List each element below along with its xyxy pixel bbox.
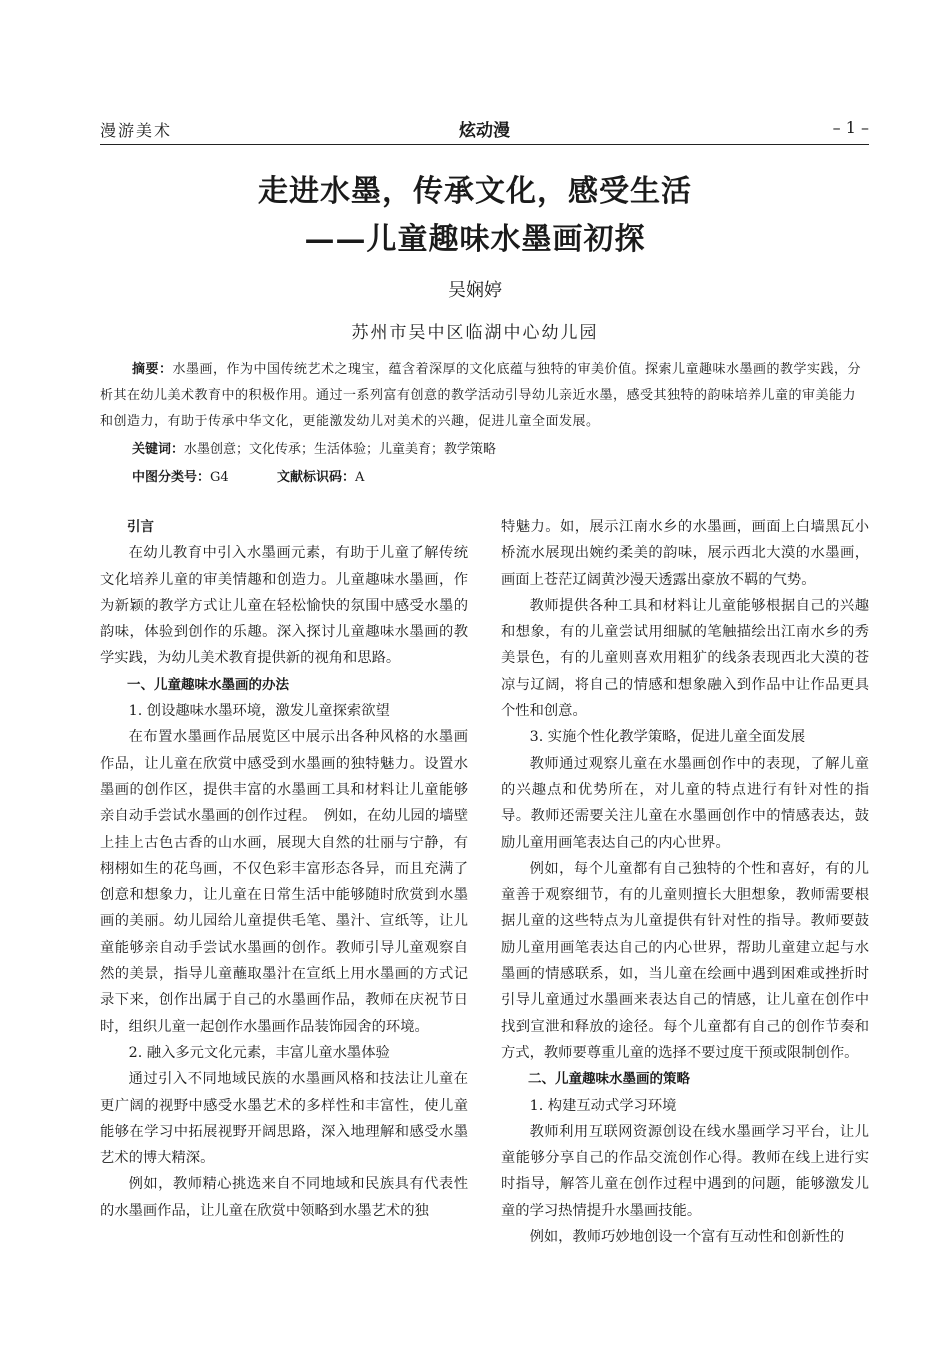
doc-code-value: A [354, 470, 365, 485]
keywords-label: 关键词： [132, 442, 185, 457]
paragraph: 教师利用互联网资源创设在线水墨画学习平台，让儿童能够分享自己的作品交流创作心得。教师在线上进行实时指导，解答儿童在创作过程中遇到的问题，能够激发儿童的学习热情提升水墨画技能。 [501, 1123, 869, 1219]
subsection-heading: 1. 构建互动式学习环境 [529, 1097, 677, 1114]
abstract-text: 水墨画，作为中国传统艺术之瑰宝，蕴含着深厚的文化底蕴与独特的审美价值。探索儿童趣味水墨画的教学实践，分析其在幼儿美术教育中的积极作用。通过一系列富有创意的教学活动引导幼儿亲近水墨，感受其独特的韵味培养儿童的审美能力和创造力，有助于传承中华文化，更能激发幼儿对美术的兴趣，促进儿童全面发展。 [100, 362, 862, 429]
doc-code-label: 文献标识码： [276, 470, 355, 485]
paragraph: 教师通过观察儿童在水墨画创作中的表现，了解儿童的兴趣点和优势所在，对儿童的特点进行有针对性的指导。教师还需要关注儿童在水墨画创作中的情感表达，鼓励儿童用画笔表达自己的内心世界。 [501, 755, 869, 851]
paragraph: 例如，每个儿童都有自己独特的个性和喜好，有的儿童善于观察细节，有的儿童则擅长大胆想象，教师需要根据儿童的这些特点为儿童提供有针对性的指导。教师要鼓励儿童用画笔表达自己的内心世界，帮助儿童建立起与水墨画的情感联系，如，当儿童在绘画中遇到困难或挫折时引导儿童通过水墨画来表达自己的情感，让儿童在创作中找到宣泄和释放的途径。每个儿童都有自己的创作节奏和方式，教师要尊重儿童的选择不要过度干预或限制创作。 [501, 860, 869, 1061]
subsection-heading: 2. 融入多元文化元素，丰富儿童水墨体验 [128, 1044, 390, 1061]
paragraph: 例如，教师精心挑选来自不同地域和民族具有代表性的水墨画作品，让儿童在欣赏中领略到水墨艺术的独 [100, 1176, 468, 1219]
author-name: 吴娴婷 [448, 280, 502, 301]
paragraph: 例如，教师巧妙地创设一个富有互动性和创新性的 [529, 1229, 845, 1246]
paragraph: 在幼儿教育中引入水墨画元素，有助于儿童了解传统文化培养儿童的审美情趣和创造力。儿童趣味水墨画，作为新颖的教学方式让儿童在轻松愉快的氛围中感受水墨的韵味，体验到创作的乐趣。深入探讨儿童趣味水墨画的教学实践，为幼儿美术教育提供新的视角和思路。 [100, 545, 468, 667]
keywords [100, 437, 869, 463]
journal-column-name: 炫动漫 [459, 121, 510, 141]
title-main: 走进水墨，传承文化，感受生活 [258, 174, 692, 209]
section-heading: 引言 [127, 519, 154, 535]
clc-label: 中图分类号： [132, 470, 211, 485]
abstract [100, 357, 869, 435]
journal-section-name: 漫游美术 [100, 121, 173, 140]
subsection-heading: 1. 创设趣味水墨环境，激发儿童探索欲望 [128, 703, 390, 720]
paragraph: 教师提供各种工具和材料让儿童能够根据自己的兴趣和想象，有的儿童尝试用细腻的笔触描绘出江南水乡的秀美景色，有的儿童则喜欢用粗犷的线条表现西北大漠的苍凉与辽阔，将自己的情感和想象融入到作品中让作品更具个性和创意。 [501, 597, 869, 720]
page-number: – 1 – [832, 118, 869, 137]
subsection-heading: 3. 实施个性化教学策略，促进儿童全面发展 [529, 729, 806, 746]
classification-line [100, 465, 869, 491]
paragraph: 通过引入不同地域民族的水墨画风格和技法让儿童在更广阔的视野中感受水墨艺术的多样性和丰富性，使儿童能够在学习中拓展视野开阔思路，深入地理解和感受水墨艺术的博大精深。 [100, 1071, 468, 1167]
running-header [100, 118, 869, 145]
title-subtitle: ——儿童趣味水墨画初探 [304, 222, 646, 257]
paragraph: 特魅力。如，展示江南水乡的水墨画，画面上白墙黑瓦小桥流水展现出婉约柔美的韵味，展示西北大漠的水墨画，画面上苍茫辽阔黄沙漫天透露出豪放不羁的气势。 [501, 519, 869, 588]
section-heading: 一、儿童趣味水墨画的办法 [127, 676, 289, 693]
keywords-text: 水墨创意；文化传承；生活体验；儿童美育；教学策略 [184, 442, 497, 457]
body-column-left [100, 514, 468, 1224]
clc-value: G4 [210, 470, 229, 485]
author-affiliation: 苏州市吴中区临湖中心幼儿园 [351, 323, 599, 343]
section-heading: 二、儿童趣味水墨画的策略 [528, 1071, 690, 1088]
body-column-right [501, 514, 869, 1250]
abstract-label: 摘要： [132, 362, 173, 377]
article-title [0, 168, 950, 264]
paragraph: 在布置水墨画作品展览区中展示出各种风格的水墨画作品，让儿童在欣赏中感受到水墨画的独特魅力。设置水墨画的创作区，提供丰富的水墨画工具和材料让儿童能够亲自动手尝试水墨画的创作过程。 例如，在幼儿园的墙壁上挂上古色古香的山水画，展现大自然的壮丽与宁静，有栩栩如生的花鸟画，不仅色彩丰富形态各异，而且充满了创意和想象力，让儿童在日常生活中能够随时欣赏到水墨画的美丽。幼儿园给儿童提供毛笔、墨汁、宣纸等，让儿童能够亲自动手尝试水墨画的创作。教师引导儿童观察自然的美景，指导儿童蘸取墨汁在宣纸上用水墨画的方式记录下来，创作出属于自己的水墨画作品，教师在庆祝节日时，组织儿童一起创作水墨画作品装饰园舍的环境。 [100, 729, 468, 1035]
